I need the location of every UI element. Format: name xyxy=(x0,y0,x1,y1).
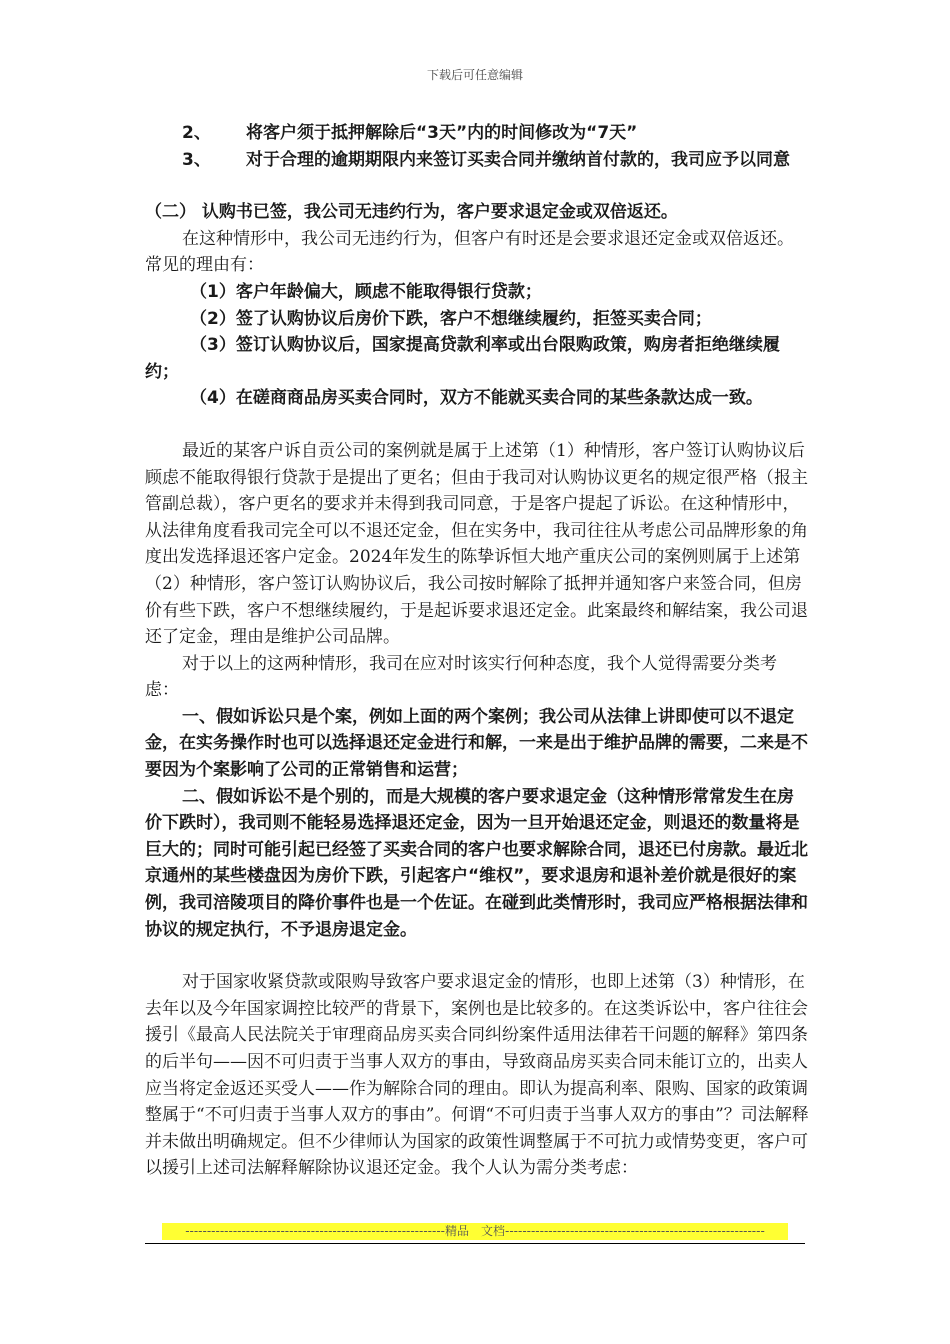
footer-divider xyxy=(145,1243,805,1244)
reason-item: （1）客户年龄偏大，顾虑不能取得银行贷款； xyxy=(190,281,542,302)
point-item: 二、假如诉讼不是个别的，而是大规模的客户要求退定金（这种情形常常发生在房价下跌时），我司则不能轻易选择退还定金，因为一旦开始退还定金，则退还的数量将是巨大的；同时可能引起已经签了买卖合同的客户也要求解除合同，退还已付房款。最近北京通州的某些楼盘因为房价下跌，引起客户“维权”，要求退房和退补差价就是很好的案例，我司涪陵项目的降价事件也是一个佐证。在碰到此类情形时，我司应严格根据法律和协议的规定执行，不予退房退定金。 xyxy=(145,786,808,940)
reason-item: （4）在磋商商品房买卖合同时，双方不能就买卖合同的某些条款达成一致。 xyxy=(190,388,763,409)
section-heading: （二） 认购书已签，我公司无违约行为，客户要求退定金或双倍返还。 xyxy=(145,202,678,223)
footer-banner: ------------------------------------------------------------精品 文档------------------------------------------------------------ xyxy=(162,1223,788,1240)
paragraph: 对于国家收紧贷款或限购导致客户要求退定金的情形，也即上述第（3）种情形，在去年以及今年国家调控比较严的背景下，案例也是比较多的。在这类诉讼中，客户往往会援引《最高人民法院关于审理商品房买卖合同纠纷案件适用法律若干问题的解释》第四条的后半句——因不可归责于当事人双方的事由，导致商品房买卖合同未能订立的，出卖人应当将定金返还买受人——作为解除合同的理由。即认为提高利率、限购、国家的政策调整属于“不可归责于当事人双方的事由”。何谓“不可归责于当事人双方的事由”？司法解释并未做出明确规定。但不少律师认为国家的政策性调整属于不可抗力或情势变更，客户可以援引上述司法解释解除协议退还定金。我个人认为需分类考虑： xyxy=(145,972,809,1179)
spacer xyxy=(145,943,809,969)
list-item xyxy=(145,120,809,147)
item-text: 对于合理的逾期期限内来签订买卖合同并缴纳首付款的，我司应予以同意 xyxy=(246,149,790,170)
header-note: 下载后可任意编辑 xyxy=(426,68,523,82)
paragraph: 最近的某客户诉自贡公司的案例就是属于上述第（1）种情形，客户签订认购协议后顾虑不能取得银行贷款于是提出了更名；但由于我司对认购协议更名的规定很严格（报主管副总裁），客户更名的要求并未得到我司同意，于是客户提起了诉讼。在这种情形中，从法律角度看我司完全可以不退还定金，但在实务中，我司往往从考虑公司品牌形象的角度出发选择退还客户定金。2024年发生的陈挚诉恒大地产重庆公司的案例则属于上述第（2）种情形，客户签订认购协议后，我公司按时解除了抵押并通知客户来签合同，但房价有些下跌，客户不想继续履约，于是起诉要求退还定金。此案最终和解结案，我公司退还了定金，理由是维护公司品牌。 xyxy=(145,440,808,648)
paragraph: 对于以上的这两种情形，我司在应对时该实行何种态度，我个人觉得需要分类考虑： xyxy=(145,653,777,701)
spacer xyxy=(145,412,809,438)
list-item xyxy=(145,147,809,174)
spacer xyxy=(145,173,809,199)
document-body xyxy=(145,120,809,1182)
paragraph: 在这种情形中，我公司无违约行为，但客户有时还是会要求退还定金或双倍返还。常见的理由有： xyxy=(145,228,794,276)
reason-item: （3）签订认购协议后，国家提高贷款利率或出台限购政策，购房者拒绝继续履约； xyxy=(145,335,780,382)
item-number: 2、 xyxy=(182,123,211,143)
item-number: 3、 xyxy=(182,149,211,170)
reason-item: （2）签了认购协议后房价下跌，客户不想继续履约，拒签买卖合同； xyxy=(190,308,712,329)
point-item: 一、假如诉讼只是个案，例如上面的两个案例；我公司从法律上讲即使可以不退定金，在实务操作时也可以选择退还定金进行和解，一来是出于维护品牌的需要，二来是不要因为个案影响了公司的正常销售和运营； xyxy=(145,706,808,781)
item-text: 将客户须于抵押解除后“3天”内的时间修改为“7天” xyxy=(246,123,638,143)
